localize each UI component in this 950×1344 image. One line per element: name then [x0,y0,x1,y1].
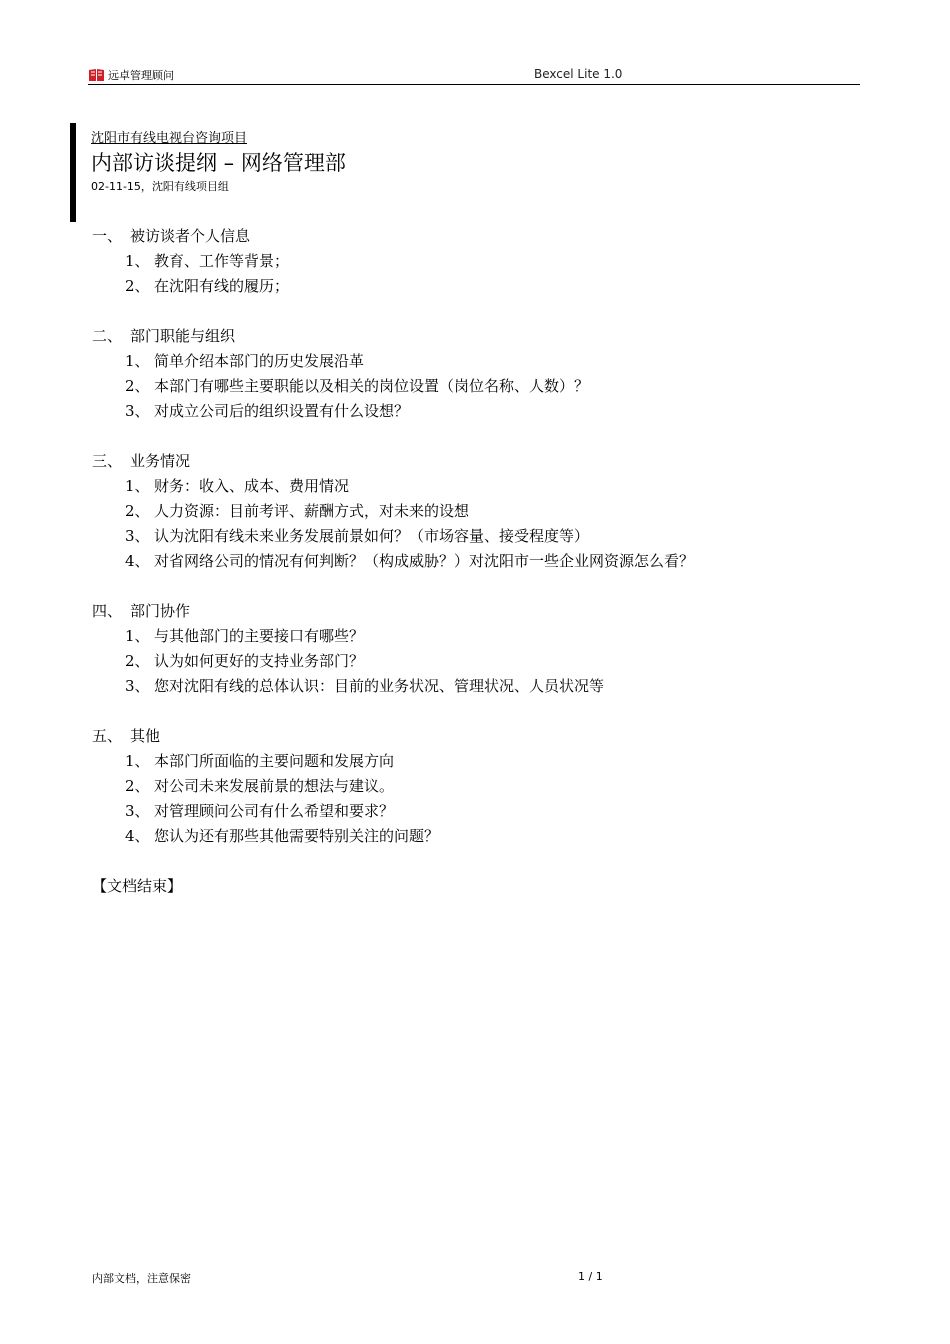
question-number: 2、 [125,502,150,520]
question-text: 人力资源：目前考评、薪酬方式，对未来的设想 [154,502,470,520]
section-title: 其他 [130,727,161,745]
question-text: 在沈阳有线的履历； [154,277,290,295]
question-number: 3、 [125,802,150,820]
section-heading [92,324,872,349]
question-text: 对省网络公司的情况有何判断？（构成威胁？）对沈阳市一些企业网资源怎么看？ [154,552,695,570]
question-text: 对管理顾问公司有什么希望和要求？ [154,802,395,820]
question-number: 3、 [125,527,150,545]
document-date: 02-11-15， [91,180,152,193]
question-item [92,674,872,699]
question-text: 您认为还有那些其他需要特别关注的问题？ [154,827,440,845]
question-text: 教育、工作等背景； [154,252,290,270]
question-text: 与其他部门的主要接口有哪些？ [154,627,365,645]
end-marker: 【文档结束】 [92,877,183,895]
question-number: 3、 [125,402,150,420]
document-body [92,224,872,899]
section-title: 部门职能与组织 [130,327,236,345]
outline-section [92,324,872,424]
question-number: 2、 [125,777,150,795]
question-item [92,749,872,774]
question-number: 3、 [125,677,150,695]
question-number: 1、 [125,477,150,495]
section-title: 部门协作 [130,602,191,620]
question-text: 本部门所面临的主要问题和发展方向 [154,752,395,770]
section-number: 五、 [92,727,123,745]
question-item [92,549,872,574]
document-meta [91,178,229,194]
question-item [92,274,872,299]
question-number: 1、 [125,627,150,645]
outline-section [92,599,872,699]
question-item [92,824,872,849]
project-name: 沈阳市有线电视台咨询项目 [91,131,248,146]
question-number: 1、 [125,752,150,770]
question-text: 本部门有哪些主要职能以及相关的岗位设置（岗位名称、人数）？ [154,377,590,395]
question-item [92,374,872,399]
section-list [92,224,872,849]
section-heading [92,449,872,474]
book-logo-icon [88,68,105,82]
section-title: 业务情况 [130,452,191,470]
section-number: 三、 [92,452,123,470]
question-item [92,524,872,549]
question-text: 财务：收入、成本、费用情况 [154,477,350,495]
question-text: 您对沈阳有线的总体认识：目前的业务状况、管理状况、人员状况等 [154,677,605,695]
confidential-note: 内部文档，注意保密 [92,1272,191,1285]
title-block [70,123,830,222]
question-item [92,624,872,649]
question-number: 2、 [125,377,150,395]
title-accent-bar [70,123,76,222]
question-text: 认为如何更好的支持业务部门？ [154,652,365,670]
question-number: 2、 [125,652,150,670]
section-heading [92,599,872,624]
question-item [92,399,872,424]
question-text: 对公司未来发展前景的想法与建议。 [154,777,395,795]
section-heading [92,724,872,749]
section-number: 二、 [92,327,123,345]
question-number: 4、 [125,827,150,845]
question-number: 1、 [125,352,150,370]
question-item [92,649,872,674]
question-item [92,799,872,824]
question-number: 2、 [125,277,150,295]
question-item [92,499,872,524]
question-number: 4、 [125,552,150,570]
company-name: 远卓管理顾问 [108,69,174,82]
question-item [92,349,872,374]
document-team: 沈阳有线项目组 [151,180,229,193]
question-item [92,249,872,274]
question-text: 简单介绍本部门的历史发展沿革 [154,352,365,370]
section-heading [92,224,872,249]
document-title: 内部访谈提纲 – 网络管理部 [91,151,346,175]
question-text: 对成立公司后的组织设置有什么设想？ [154,402,410,420]
outline-section [92,724,872,849]
page-header [88,66,860,85]
outline-section [92,449,872,574]
section-number: 一、 [92,227,123,245]
section-number: 四、 [92,602,123,620]
question-text: 认为沈阳有线未来业务发展前景如何？（市场容量、接受程度等） [154,527,590,545]
section-title: 被访谈者个人信息 [130,227,251,245]
page-number: 1 / 1 [578,1270,603,1283]
outline-section [92,224,872,299]
question-number: 1、 [125,252,150,270]
question-item [92,474,872,499]
question-item [92,774,872,799]
product-name: Bexcel Lite 1.0 [534,67,623,81]
